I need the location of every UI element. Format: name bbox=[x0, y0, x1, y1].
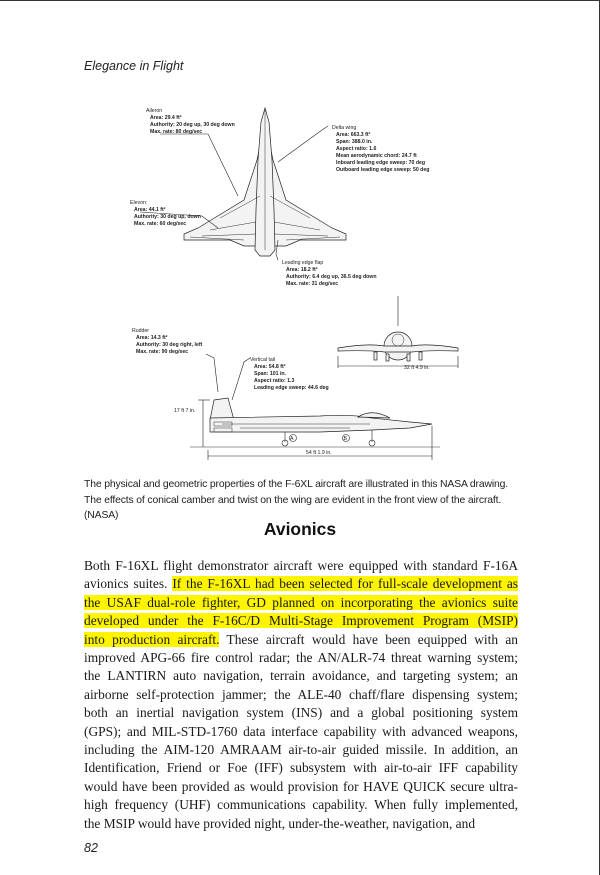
vertical-tail-title: Vertical tail bbox=[250, 357, 276, 363]
marker-a: A bbox=[290, 436, 294, 442]
para-line-12: Identification, Friend or Foe (IFF) subsystem with air-to-air IFF capability bbox=[84, 760, 518, 776]
vertical-tail-aspect: Aspect ratio: 1.3 bbox=[254, 378, 295, 384]
body-paragraph bbox=[84, 557, 518, 833]
figure-caption: The physical and geometric properties of the F-6XL aircraft are illustrated in this NASA drawing. The effects of conical camber and twist on the wing are evident in the front view of the aircraft. (NASA) bbox=[84, 479, 508, 521]
delta-wing-area: Area: 663.3 ft² bbox=[336, 132, 371, 138]
f16xl-three-view-drawing bbox=[110, 100, 460, 470]
aileron-title: Aileron bbox=[146, 108, 163, 114]
delta-wing-outboard-sweep: Outboard leading edge sweep: 50 deg bbox=[336, 167, 430, 173]
section-heading: Avionics bbox=[263, 519, 337, 539]
aileron-rate: Max. rate: 80 deg/sec bbox=[150, 129, 203, 135]
vertical-tail-area: Area: 54.8 ft² bbox=[254, 364, 286, 370]
marker-b: B bbox=[343, 436, 347, 442]
length-dimension: 54 ft 1.9 in. bbox=[306, 450, 332, 456]
delta-wing-aspect: Aspect ratio: 1.6 bbox=[336, 146, 377, 152]
elevon-area: Area: 44.1 ft² bbox=[134, 207, 166, 213]
para-line-2 bbox=[84, 575, 518, 593]
highlight-segment: developed under the F-16C/D Multi-Stage Improvement Program (MSIP) bbox=[84, 613, 518, 629]
highlight-segment: If the F-16XL had been selected for full-scale development as bbox=[172, 576, 518, 592]
rudder-rate: Max. rate: 90 deg/sec bbox=[136, 349, 189, 355]
lef-title: Leading edge flap bbox=[282, 260, 324, 266]
para-line-6: improved APG-66 fire control radar; the AN/ALR-74 threat warning system; bbox=[84, 650, 518, 666]
para-line-2-text: avionics suites. bbox=[84, 576, 173, 592]
elevon-title: Elevon: bbox=[130, 200, 148, 206]
vertical-tail-sweep: Leading edge sweep: 44.6 deg bbox=[254, 385, 329, 391]
vertical-tail-span: Span: 101 in. bbox=[254, 371, 286, 377]
para-line-10: (GPS); and MIL-STD-1760 data interface capability with advanced weapons, bbox=[84, 723, 518, 739]
elevon-authority: Authority: 30 deg up, down bbox=[134, 214, 201, 220]
para-line-13: would have been provided as would provision for HAVE QUICK secure ultra- bbox=[84, 778, 518, 794]
para-line-5-text: These aircraft would have been equipped with an bbox=[219, 631, 518, 647]
delta-wing-title: Delta wing bbox=[332, 125, 357, 131]
lef-area: Area: 18.2 ft² bbox=[286, 267, 318, 273]
page-top-border bbox=[0, 0, 600, 1]
height-dimension: 17 ft 7 in. bbox=[174, 408, 196, 414]
page-number: 82 bbox=[84, 841, 98, 855]
para-line-15: the MSIP would have provided night, under-the-weather, navigation, and bbox=[84, 815, 476, 831]
rudder-authority: Authority: 30 deg right, left bbox=[136, 342, 203, 348]
para-line-1: Both F-16XL flight demonstrator aircraft were equipped with standard F-16A bbox=[84, 558, 518, 573]
para-line-5 bbox=[84, 631, 518, 649]
para-line-9: both an inertial navigation system (INS) and a global positioning system bbox=[84, 705, 518, 721]
aircraft-drawing-figure bbox=[110, 100, 460, 470]
highlight-segment: into production aircraft. bbox=[84, 631, 220, 647]
para-line-7: the LANTIRN auto navigation, terrain avoidance, and targeting system; an bbox=[84, 668, 518, 684]
aileron-authority: Authority: 20 deg up, 30 deg down bbox=[150, 122, 235, 128]
rudder-area: Area: 14.3 ft² bbox=[136, 335, 168, 341]
aileron-area: Area: 29.4 ft² bbox=[150, 115, 182, 121]
para-line-14: high frequency (UHF) communications capability. When fully implemented, bbox=[84, 797, 518, 813]
front-view bbox=[338, 296, 458, 368]
rudder-title: Rudder bbox=[132, 328, 150, 334]
lef-authority: Authority: 6.4 deg up, 36.5 deg down bbox=[286, 274, 377, 280]
para-line-4 bbox=[84, 612, 518, 630]
side-view bbox=[190, 354, 440, 460]
lef-rate: Max. rate: 31 deg/sec bbox=[286, 281, 339, 287]
delta-wing-mac: Mean aerodynamic chord: 24.7 ft bbox=[336, 153, 417, 159]
elevon-rate: Max. rate: 60 deg/sec bbox=[134, 221, 187, 227]
delta-wing-span: Span: 388.0 in. bbox=[336, 139, 373, 145]
para-line-11: including the AIM-120 AMRAAM air-to-air guided missile. In addition, an bbox=[84, 742, 518, 758]
highlight-segment: the USAF dual-role fighter, GD planned on incorporating the avionics suite bbox=[84, 594, 518, 610]
para-line-8: airborne self-protection jammer; the ALE-40 chaff/flare dispensing system; bbox=[84, 686, 518, 702]
running-header: Elegance in Flight bbox=[84, 59, 184, 73]
delta-wing-inboard-sweep: Inboard leading edge sweep: 70 deg bbox=[336, 160, 426, 166]
front-span-dimension: 32 ft 4.9 in. bbox=[404, 365, 430, 371]
para-line-3 bbox=[84, 594, 518, 612]
